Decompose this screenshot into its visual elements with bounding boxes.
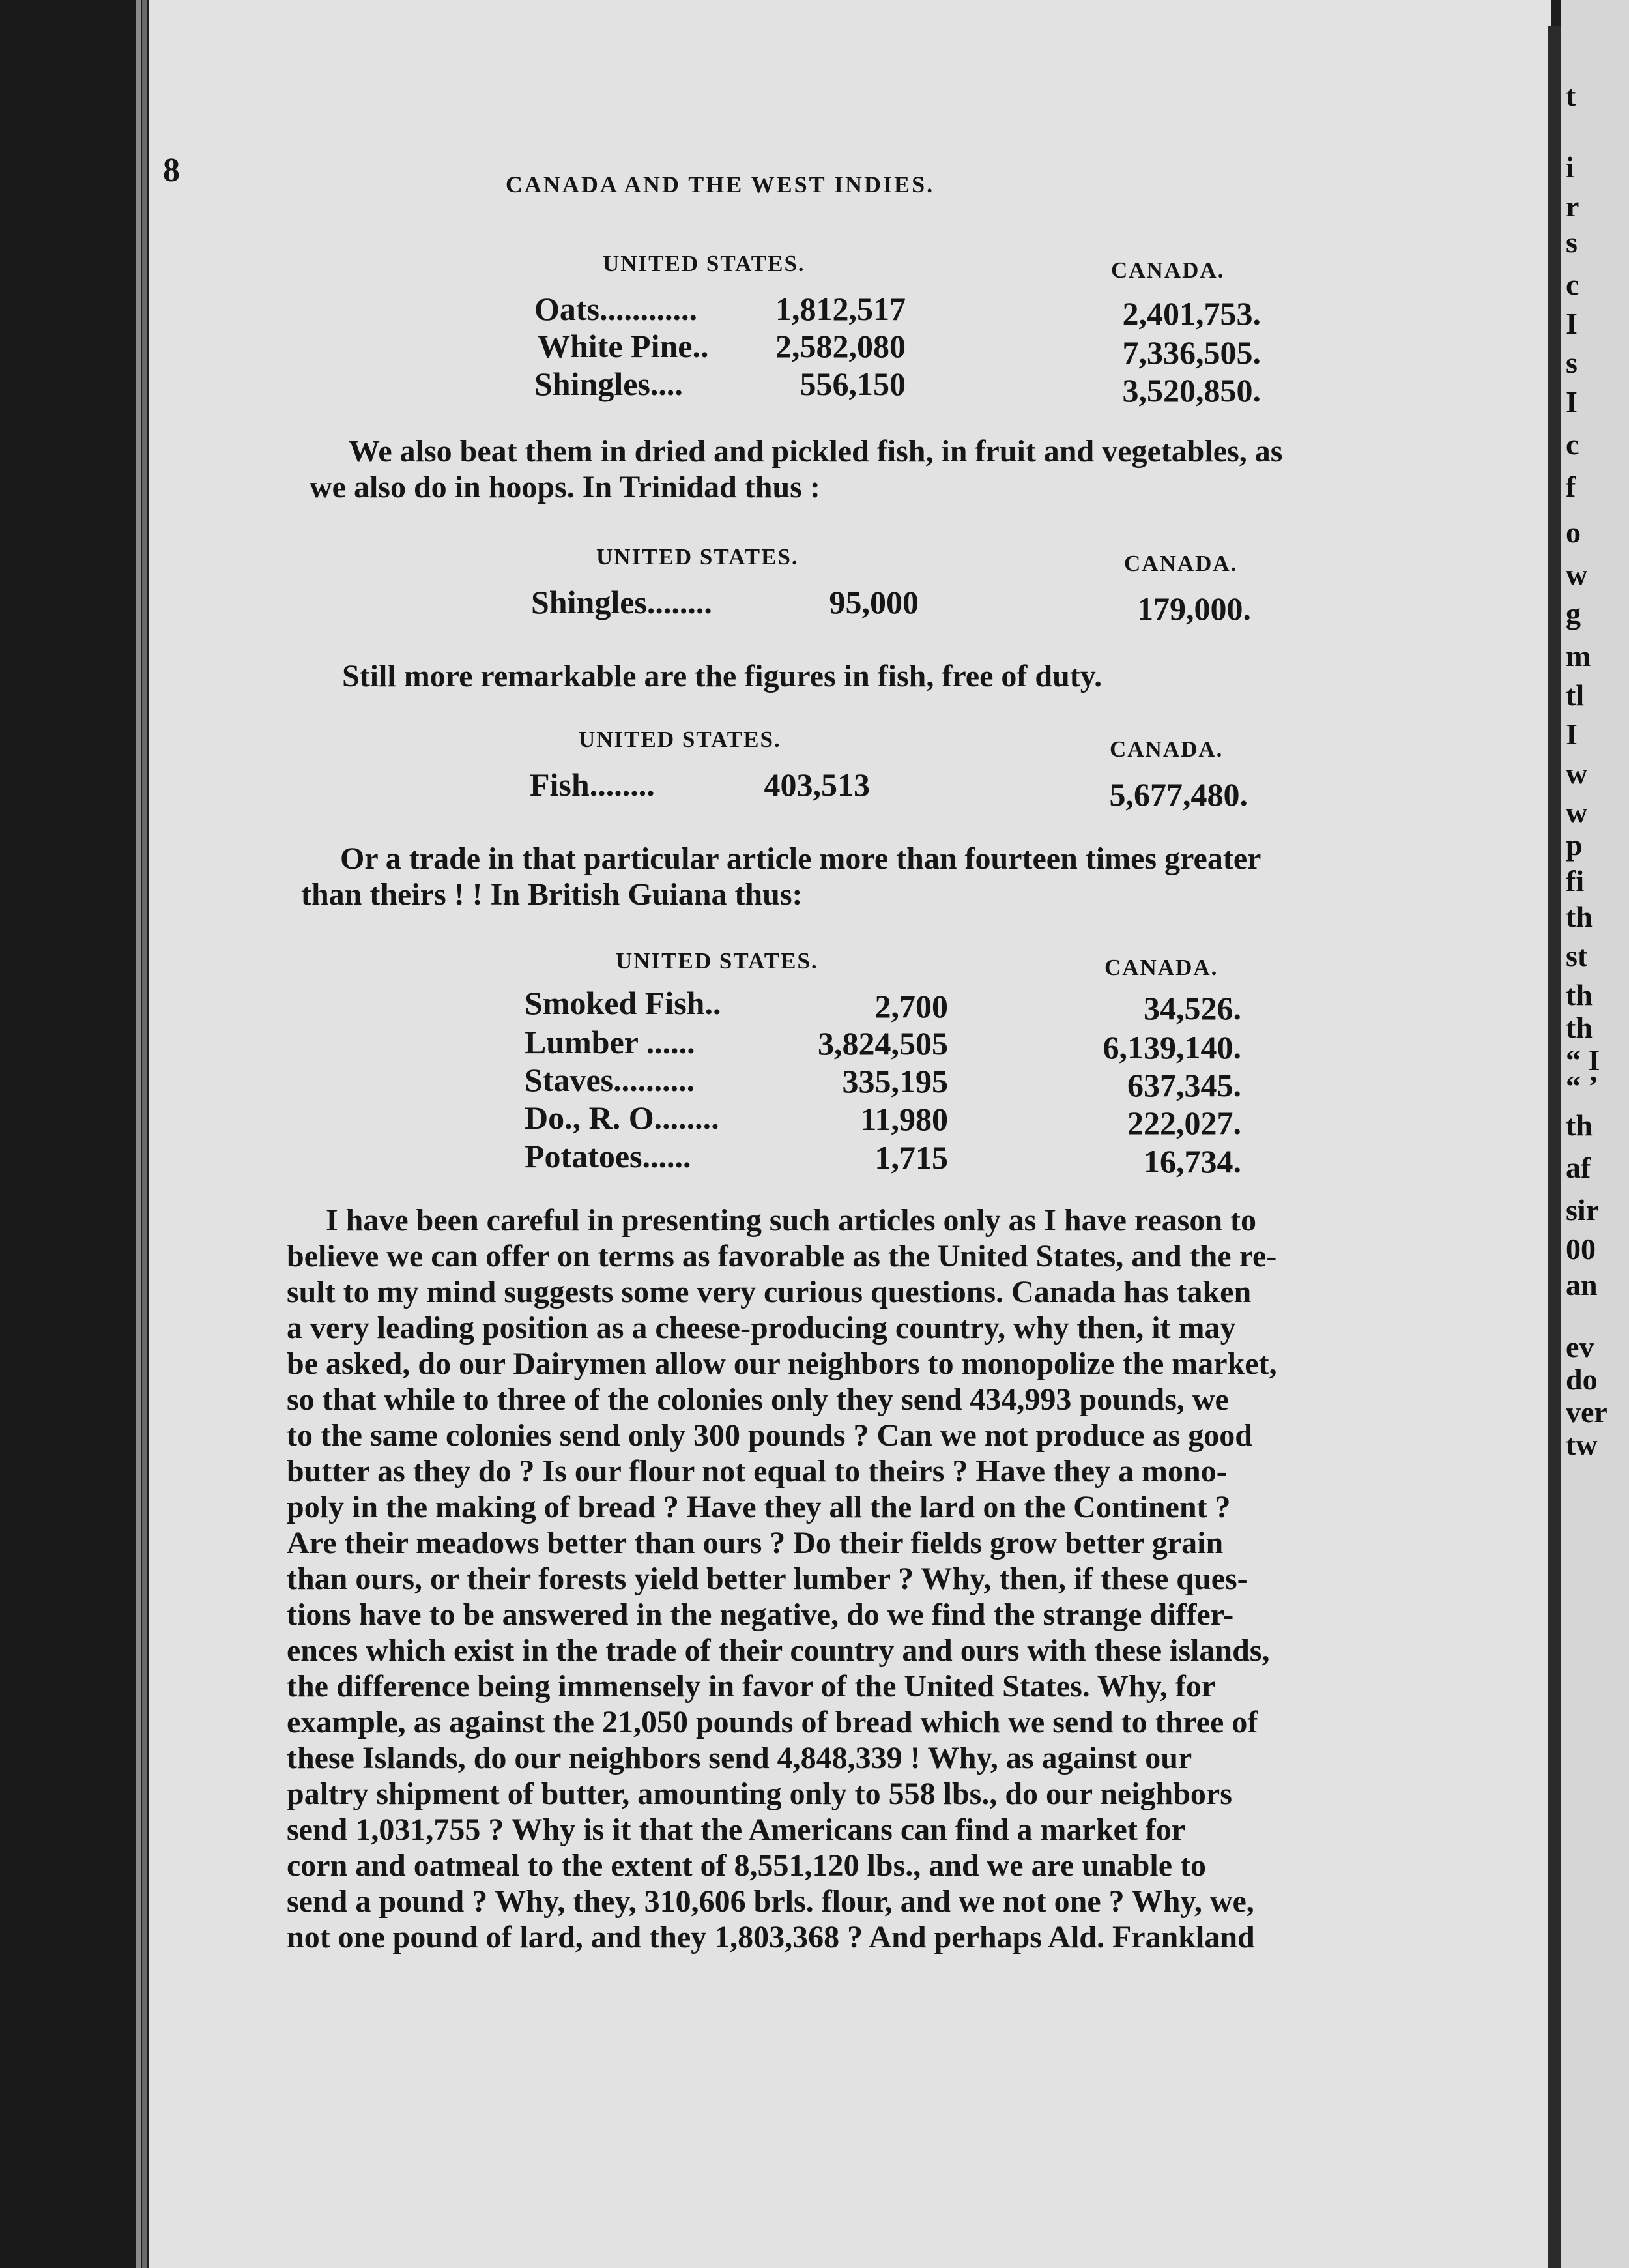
table3-head-ca: CANADA. (1110, 736, 1224, 762)
adjacent-page-fragment: th (1566, 1011, 1593, 1044)
adjacent-page-fragment: “ I (1566, 1043, 1600, 1077)
adjacent-page-fragment: st (1566, 939, 1588, 972)
running-head: CANADA AND THE WEST INDIES. (505, 171, 935, 197)
text-line: we also do in hoops. In Trinidad thus : (310, 470, 820, 504)
adjacent-page-fragment: “ ’ (1566, 1069, 1598, 1103)
table4-row-ca: 16,734. (1144, 1143, 1241, 1180)
table4-row-label: Potatoes...... (525, 1138, 691, 1174)
paragraph-2 (342, 658, 1515, 694)
paragraph-3 (301, 841, 1480, 912)
adjacent-page-fragment: th (1566, 978, 1593, 1011)
table4-row-ca: 34,526. (1144, 990, 1241, 1026)
table1-row-label: Oats............ (534, 291, 697, 327)
text-line: these Islands, do our neighbors send 4,848,339 ! Why, as against our (287, 1741, 1192, 1775)
text-line: butter as they do ? Is our flour not equal to theirs ? Have they a mono- (287, 1454, 1227, 1489)
text-line: paltry shipment of butter, amounting only to 558 lbs., do our neighbors (287, 1777, 1232, 1811)
adjacent-page-fragment: s (1566, 225, 1578, 259)
text-line: Or a trade in that particular article more than fourteen times greater (340, 841, 1261, 876)
adjacent-page-fragment: i (1566, 151, 1574, 184)
adjacent-page-fragment: I (1566, 385, 1578, 418)
paragraph-4 (287, 1202, 1469, 1955)
paragraph-1 (310, 433, 1482, 505)
table3-head-us: UNITED STATES. (579, 727, 781, 752)
table1-row-label: Shingles.... (534, 366, 683, 402)
text-line: Still more remarkable are the figures in fish, free of duty. (342, 659, 1103, 693)
adjacent-page-fragment: t (1566, 79, 1576, 112)
text-line: not one pound of lard, and they 1,803,368 ? And perhaps Ald. Frankland (287, 1920, 1255, 1955)
table2-row-label: Shingles........ (531, 584, 712, 620)
adjacent-page-fragment: f (1566, 470, 1576, 503)
text-line: tions have to be answered in the negative, do we find the strange differ- (287, 1597, 1234, 1632)
table1-row-us: 556,150 (800, 366, 906, 402)
table1-row-us: 1,812,517 (775, 291, 906, 327)
page-edge (142, 0, 147, 2268)
table1-row-ca: 3,520,850. (1122, 372, 1261, 409)
table1-head-us: UNITED STATES. (603, 251, 805, 276)
table1-row-ca: 2,401,753. (1122, 295, 1261, 332)
table2-head-ca: CANADA. (1124, 551, 1238, 576)
text-line: the difference being immensely in favor of the United States. Why, for (287, 1669, 1216, 1704)
text-line: send 1,031,755 ? Why is it that the Americans can find a market for (287, 1812, 1186, 1847)
table4-row-ca: 6,139,140. (1103, 1029, 1241, 1066)
adjacent-page-fragment: w (1566, 796, 1588, 829)
text-line: ences which exist in the trade of their country and ours with these islands, (287, 1633, 1270, 1668)
adjacent-page-fragment: g (1566, 597, 1581, 630)
table3-row-us: 403,513 (764, 766, 870, 803)
table2-head-us: UNITED STATES. (596, 544, 799, 570)
text-line: than theirs ! ! In British Guiana thus: (301, 877, 803, 912)
adjacent-page-fragment: fi (1566, 864, 1585, 897)
adjacent-page-edge (1561, 0, 1629, 2268)
adjacent-page-fragment: th (1566, 1109, 1593, 1142)
adjacent-page-fragment: I (1566, 307, 1578, 340)
text-line: I have been careful in presenting such articles only as I have reason to (326, 1203, 1257, 1238)
adjacent-page-fragment: an (1566, 1268, 1598, 1301)
adjacent-page-fragment: s (1566, 346, 1578, 379)
table3-row-label: Fish........ (530, 766, 655, 803)
gutter-shadow (1548, 26, 1561, 2268)
text-line: so that while to three of the colonies only they send 434,993 pounds, we (287, 1382, 1229, 1417)
adjacent-page-fragment: af (1566, 1151, 1591, 1184)
table4-row-us: 2,700 (874, 988, 948, 1025)
adjacent-page-fragment: w (1566, 757, 1588, 790)
text-line: sult to my mind suggests some very curious questions. Canada has taken (287, 1275, 1252, 1309)
table2-row-us: 95,000 (829, 584, 919, 620)
text-line: Are their meadows better than ours ? Do their fields grow better grain (287, 1526, 1224, 1560)
adjacent-page-fragment: r (1566, 190, 1579, 223)
table4-head-ca: CANADA. (1104, 955, 1218, 980)
adjacent-page-fragment: m (1566, 639, 1591, 673)
table4-row-ca: 222,027. (1127, 1105, 1241, 1141)
adjacent-page-fragment: ev (1566, 1330, 1594, 1363)
table1-row-ca: 7,336,505. (1122, 334, 1261, 371)
text-line: a very leading position as a cheese-producing country, why then, it may (287, 1311, 1236, 1345)
table3-row-ca: 5,677,480. (1109, 776, 1248, 813)
page-edge (136, 0, 141, 2268)
table4-row-label: Lumber ...... (525, 1024, 695, 1060)
adjacent-page-fragment: w (1566, 558, 1588, 591)
adjacent-page-fragment: th (1566, 900, 1593, 933)
adjacent-page-fragment: o (1566, 516, 1581, 549)
table4-row-us: 335,195 (842, 1063, 948, 1099)
adjacent-page-fragment: I (1566, 718, 1578, 751)
text-line: example, as against the 21,050 pounds of bread which we send to three of (287, 1705, 1258, 1739)
adjacent-page-fragment: do (1566, 1363, 1598, 1396)
table1-row-us: 2,582,080 (775, 328, 906, 364)
table1-row-label: White Pine.. (538, 328, 709, 364)
table4-row-us: 1,715 (874, 1139, 948, 1176)
adjacent-page-fragment: ver (1566, 1395, 1607, 1429)
adjacent-page-fragment: tw (1566, 1428, 1598, 1461)
adjacent-page-fragment: p (1566, 828, 1583, 862)
table4-row-us: 11,980 (860, 1101, 948, 1137)
text-line: than ours, or their forests yield better lumber ? Why, then, if these ques- (287, 1562, 1248, 1596)
adjacent-page-fragment: 00 (1566, 1232, 1596, 1266)
table4-row-label: Staves.......... (525, 1062, 695, 1098)
text-line: send a pound ? Why, they, 310,606 brls. flour, and we not one ? Why, we, (287, 1884, 1254, 1919)
table4-row-us: 3,824,505 (818, 1025, 948, 1062)
table1-head-ca: CANADA. (1111, 257, 1225, 283)
table2-row-ca: 179,000. (1137, 590, 1251, 627)
text-line: believe we can offer on terms as favorable as the United States, and the re- (287, 1239, 1277, 1273)
scanner-background (0, 0, 140, 2268)
text-line: poly in the making of bread ? Have they all the lard on the Continent ? (287, 1490, 1231, 1524)
page-number: 8 (163, 152, 180, 189)
table4-row-label: Smoked Fish.. (525, 985, 721, 1021)
table4-row-label: Do., R. O........ (525, 1099, 719, 1136)
table4-row-ca: 637,345. (1127, 1067, 1241, 1103)
text-line: to the same colonies send only 300 pounds ? Can we not produce as good (287, 1418, 1252, 1453)
adjacent-page-fragment: c (1566, 428, 1579, 461)
table4-head-us: UNITED STATES. (616, 948, 818, 974)
adjacent-page-fragment: c (1566, 268, 1579, 301)
text-line: We also beat them in dried and pickled fish, in fruit and vegetables, as (349, 434, 1283, 469)
text-line: be asked, do our Dairymen allow our neighbors to monopolize the market, (287, 1346, 1277, 1381)
adjacent-page-fragment: sir (1566, 1193, 1600, 1227)
text-line: corn and oatmeal to the extent of 8,551,120 lbs., and we are unable to (287, 1848, 1207, 1883)
adjacent-page-fragment: tl (1566, 678, 1585, 712)
